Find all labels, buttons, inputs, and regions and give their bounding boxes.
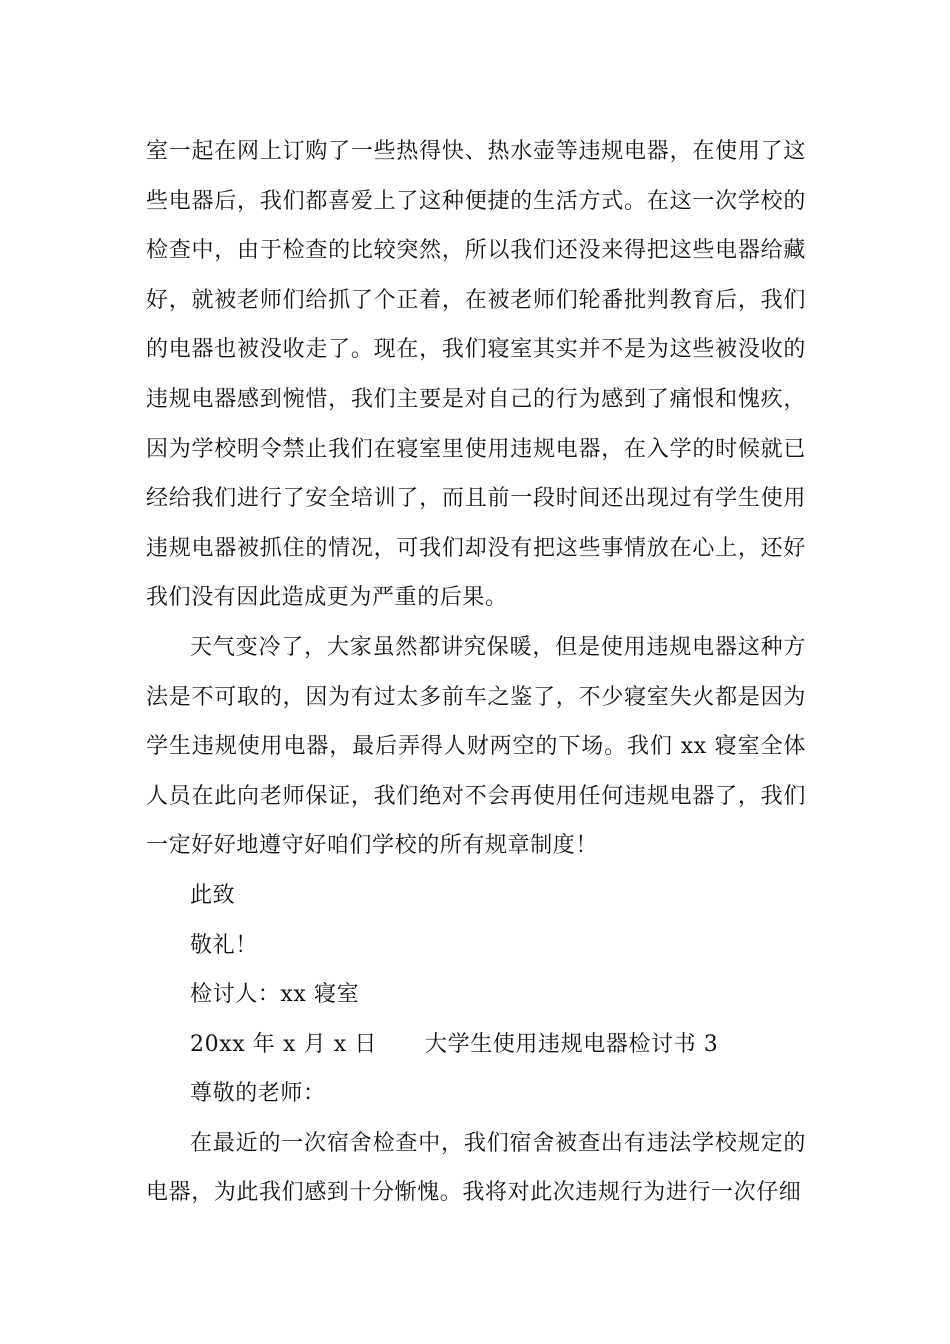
closing-line-1: 此致 <box>190 882 236 908</box>
document-page <box>146 127 806 1218</box>
closing-line-2: 敬礼！ <box>190 932 258 958</box>
body-paragraph-1: 室一起在网上订购了一些热得快、热水壶等违规电器，在使用了这些电器后，我们都喜爱上了这种便捷的生活方式。在这一次学校的检查中，由于检查的比较突然，所以我们还没来得把这些电器给藏好，就被老师们给抓了个正着，在被老师们轮番批判教育后，我们的电器也被没收走了。现在，我们寝室其实并不是为这些被没收的违规电器感到惋惜，我们主要是对自己的行为感到了痛恨和愧疚，因为学校明令禁止我们在寝室里使用违规电器，在入学的时候就已经给我们进行了安全培训了，而且前一段时间还出现过有学生使用违规电器被抓住的情况，可我们却没有把这些事情放在心上，还好我们没有因此造成更为严重的后果。 <box>146 139 806 611</box>
body-paragraph-3: 在最近的一次宿舍检查中，我们宿舍被查出有违法学校规定的电器，为此我们感到十分惭愧。我将对此次违规行为进行一次仔细 <box>146 1130 806 1206</box>
next-section-title: 大学生使用违规电器检讨书 3 <box>425 1031 719 1057</box>
date-and-title-line <box>146 1020 806 1070</box>
signature-line: 检讨人：xx 寝室 <box>190 982 360 1008</box>
body-paragraph-2: 天气变冷了，大家虽然都讲究保暖，但是使用违规电器这种方法是不可取的，因为有过太多前车之鉴了，不少寝室失火都是因为学生违规使用电器，最后弄得人财两空的下场。我们 xx 寝室全体人员在此向老师保证，我们绝对不会再使用任何违规电器了，我们一定好好地遵守好咱们学校的所有规章制度！ <box>146 634 806 859</box>
salutation-line: 尊敬的老师： <box>190 1081 326 1107</box>
date-text: 20xx 年 x 月 x 日 <box>190 1031 377 1057</box>
